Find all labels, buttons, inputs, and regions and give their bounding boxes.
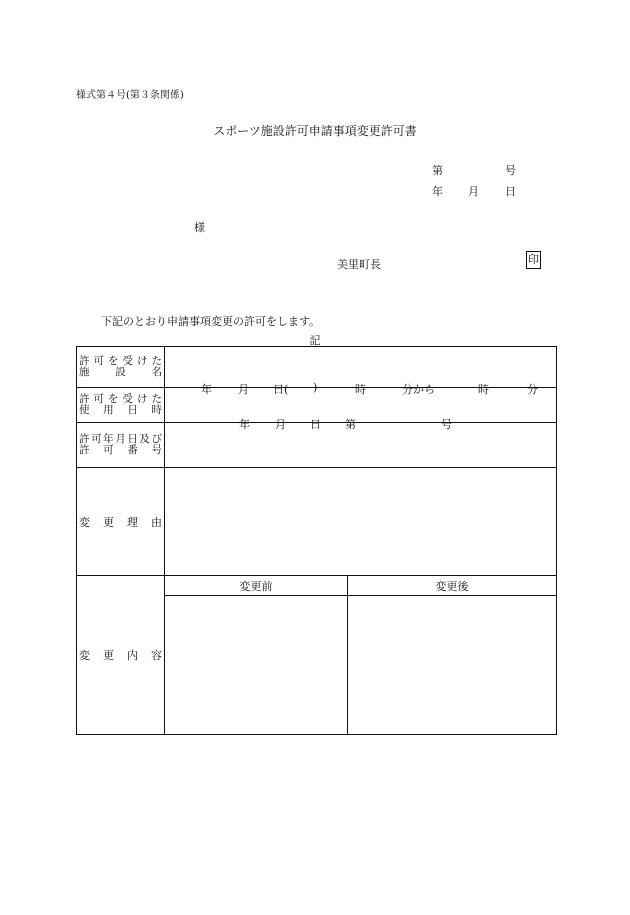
permit-row [77,423,557,468]
usage-label: 許可を受けた 使 用 日 時 [77,388,165,423]
usage-datetime-field[interactable]: 年 月 日( ) 時 分から 時 分 [165,388,557,423]
change-permit-table [76,346,557,735]
issuer-name: 美里町長 [337,258,381,271]
date-year: 年 [432,185,443,198]
date-month: 月 [468,185,479,198]
doc-number-prefix: 第 [432,164,443,177]
doc-number-suffix: 号 [505,164,516,177]
facility-label: 許可を受けた 施 設 名 [77,347,165,388]
date-day: 日 [505,185,516,198]
intro-text: 下記のとおり申請事項変更の許可をします。 [101,315,321,328]
before-header: 変更前 [165,576,348,596]
after-header: 変更後 [348,576,557,596]
permit-label: 許可年月日及び 許 可 番 号 [77,423,165,468]
reason-row [77,468,557,576]
document-title: スポーツ施設許可申請事項変更許可書 [213,124,417,138]
before-field[interactable] [165,596,348,735]
content-label: 変 更 内 容 [77,576,165,735]
reason-label: 変 更 理 由 [77,468,165,576]
permit-field[interactable]: 年 月 日 第 号 [165,423,557,468]
ki-heading: 記 [309,334,321,347]
reason-field[interactable] [165,468,557,576]
form-number: 様式第４号(第３条関係) [76,90,184,101]
seal-mark: 印 [526,251,541,269]
addressee-suffix: 様 [194,221,205,234]
after-field[interactable] [348,596,557,735]
content-header-row [77,576,557,596]
